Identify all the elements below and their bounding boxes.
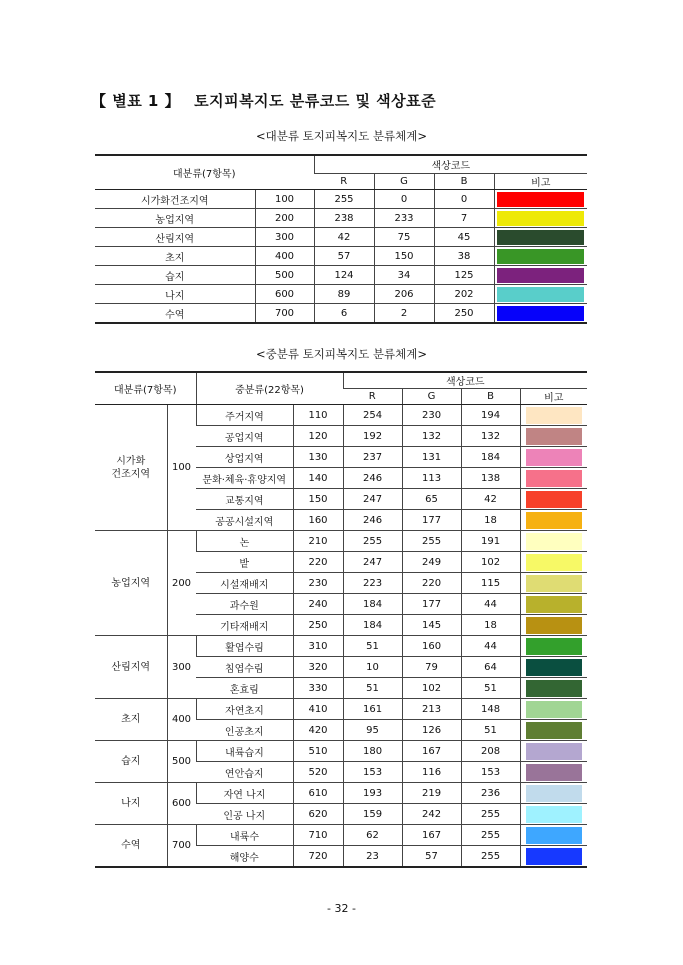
g-value: 242	[402, 804, 461, 825]
middle-category-code: 240	[293, 594, 343, 615]
header-note: 비고	[520, 389, 587, 405]
color-swatch	[526, 785, 582, 802]
r-value: 192	[343, 426, 402, 447]
table-row	[95, 285, 587, 304]
note-cell	[520, 720, 587, 741]
r-value: 42	[314, 228, 374, 247]
appendix-label: 【 별표 1 】	[91, 92, 181, 110]
category-code: 700	[255, 304, 314, 324]
b-value: 125	[434, 266, 494, 285]
table-row	[95, 190, 587, 209]
color-swatch	[526, 617, 582, 634]
middle-category-name: 상업지역	[196, 447, 293, 468]
middle-category-name: 인공 나지	[196, 804, 293, 825]
b-value: 153	[461, 762, 520, 783]
r-value: 237	[343, 447, 402, 468]
note-cell	[520, 552, 587, 573]
major-category-code: 300	[167, 636, 196, 699]
major-category-name: 산림지역	[95, 636, 167, 699]
note-cell	[520, 573, 587, 594]
table-row	[95, 266, 587, 285]
b-value: 236	[461, 783, 520, 804]
middle-category-name: 공업지역	[196, 426, 293, 447]
middle-category-code: 410	[293, 699, 343, 720]
g-value: 206	[374, 285, 434, 304]
middle-category-code: 140	[293, 468, 343, 489]
middle-category-name: 자연초지	[196, 699, 293, 720]
note-cell	[520, 657, 587, 678]
middle-category-name: 자연 나지	[196, 783, 293, 804]
g-value: 177	[402, 594, 461, 615]
g-value: 79	[402, 657, 461, 678]
r-value: 51	[343, 636, 402, 657]
major-category-name: 습지	[95, 741, 167, 783]
r-value: 184	[343, 615, 402, 636]
table-row	[95, 825, 587, 846]
r-value: 246	[343, 468, 402, 489]
major-category-name: 시가화 건조지역	[95, 405, 167, 531]
header-r: R	[343, 389, 402, 405]
color-swatch	[526, 407, 582, 424]
b-value: 255	[461, 825, 520, 846]
g-value: 230	[402, 405, 461, 426]
color-swatch	[497, 211, 584, 226]
category-code: 200	[255, 209, 314, 228]
middle-category-name: 밭	[196, 552, 293, 573]
color-swatch	[526, 470, 582, 487]
b-value: 51	[461, 720, 520, 741]
note-cell	[520, 447, 587, 468]
category-name: 나지	[95, 285, 255, 304]
major-category-name: 농업지역	[95, 531, 167, 636]
r-value: 193	[343, 783, 402, 804]
category-name: 습지	[95, 266, 255, 285]
color-swatch	[497, 230, 584, 245]
r-value: 161	[343, 699, 402, 720]
header-color-code: 색상코드	[343, 372, 587, 389]
header-middle-category: 중분류(22항목)	[196, 372, 343, 405]
color-swatch	[526, 806, 582, 823]
header-color-code: 색상코드	[314, 155, 587, 174]
middle-category-code: 130	[293, 447, 343, 468]
color-swatch	[526, 638, 582, 655]
r-value: 153	[343, 762, 402, 783]
color-swatch	[526, 449, 582, 466]
note-cell	[520, 531, 587, 552]
middle-category-name: 내륙수	[196, 825, 293, 846]
r-value: 255	[314, 190, 374, 209]
g-value: 150	[374, 247, 434, 266]
b-value: 255	[461, 804, 520, 825]
category-code: 400	[255, 247, 314, 266]
major-category-code: 100	[167, 405, 196, 531]
category-name: 농업지역	[95, 209, 255, 228]
note-cell	[520, 405, 587, 426]
table-row	[95, 783, 587, 804]
g-value: 34	[374, 266, 434, 285]
b-value: 191	[461, 531, 520, 552]
b-value: 202	[434, 285, 494, 304]
category-name: 시가화건조지역	[95, 190, 255, 209]
middle-category-name: 주거지역	[196, 405, 293, 426]
major-category-code: 200	[167, 531, 196, 636]
b-value: 45	[434, 228, 494, 247]
note-cell	[494, 266, 587, 285]
g-value: 255	[402, 531, 461, 552]
note-cell	[520, 489, 587, 510]
color-swatch	[526, 848, 582, 865]
r-value: 124	[314, 266, 374, 285]
header-b: B	[461, 389, 520, 405]
r-value: 247	[343, 552, 402, 573]
middle-category-code: 330	[293, 678, 343, 699]
category-name: 초지	[95, 247, 255, 266]
b-value: 51	[461, 678, 520, 699]
middle-category-code: 310	[293, 636, 343, 657]
middle-category-code: 120	[293, 426, 343, 447]
middle-category-code: 510	[293, 741, 343, 762]
middle-category-name: 문화·체육·휴양지역	[196, 468, 293, 489]
table-row	[95, 405, 587, 426]
r-value: 246	[343, 510, 402, 531]
category-code: 300	[255, 228, 314, 247]
r-value: 10	[343, 657, 402, 678]
middle-category-code: 710	[293, 825, 343, 846]
b-value: 7	[434, 209, 494, 228]
middle-category-name: 혼효림	[196, 678, 293, 699]
b-value: 250	[434, 304, 494, 324]
r-value: 159	[343, 804, 402, 825]
b-value: 18	[461, 615, 520, 636]
middle-category-code: 150	[293, 489, 343, 510]
b-value: 44	[461, 594, 520, 615]
b-value: 255	[461, 846, 520, 868]
note-cell	[494, 285, 587, 304]
major-category-name: 나지	[95, 783, 167, 825]
r-value: 6	[314, 304, 374, 324]
header-major-category: 대분류(7항목)	[95, 372, 196, 405]
color-swatch	[497, 306, 584, 321]
middle-category-name: 기타재배지	[196, 615, 293, 636]
header-r: R	[314, 174, 374, 190]
middle-category-name: 활엽수림	[196, 636, 293, 657]
middle-category-name: 시설재배지	[196, 573, 293, 594]
color-swatch	[526, 701, 582, 718]
color-swatch	[526, 764, 582, 781]
middle-category-code: 110	[293, 405, 343, 426]
color-swatch	[497, 287, 584, 302]
r-value: 23	[343, 846, 402, 868]
r-value: 255	[343, 531, 402, 552]
b-value: 0	[434, 190, 494, 209]
r-value: 238	[314, 209, 374, 228]
color-swatch	[526, 491, 582, 508]
b-value: 194	[461, 405, 520, 426]
category-code: 500	[255, 266, 314, 285]
middle-category-code: 210	[293, 531, 343, 552]
category-name: 수역	[95, 304, 255, 324]
note-cell	[520, 636, 587, 657]
major-category-code: 700	[167, 825, 196, 868]
table-row	[95, 699, 587, 720]
note-cell	[520, 783, 587, 804]
note-cell	[520, 846, 587, 868]
r-value: 247	[343, 489, 402, 510]
category-code: 100	[255, 190, 314, 209]
color-swatch	[526, 533, 582, 550]
note-cell	[494, 304, 587, 324]
b-value: 208	[461, 741, 520, 762]
g-value: 167	[402, 825, 461, 846]
r-value: 184	[343, 594, 402, 615]
g-value: 249	[402, 552, 461, 573]
b-value: 18	[461, 510, 520, 531]
r-value: 51	[343, 678, 402, 699]
g-value: 145	[402, 615, 461, 636]
middle-category-name: 과수원	[196, 594, 293, 615]
note-cell	[520, 699, 587, 720]
middle-category-code: 620	[293, 804, 343, 825]
g-value: 233	[374, 209, 434, 228]
table-row	[95, 636, 587, 657]
middle-category-name: 침엽수림	[196, 657, 293, 678]
note-cell	[520, 678, 587, 699]
header-b: B	[434, 174, 494, 190]
middle-category-code: 250	[293, 615, 343, 636]
b-value: 138	[461, 468, 520, 489]
note-cell	[520, 426, 587, 447]
g-value: 75	[374, 228, 434, 247]
note-cell	[494, 247, 587, 266]
middle-category-name: 교통지역	[196, 489, 293, 510]
g-value: 126	[402, 720, 461, 741]
b-value: 148	[461, 699, 520, 720]
g-value: 220	[402, 573, 461, 594]
g-value: 132	[402, 426, 461, 447]
note-cell	[520, 762, 587, 783]
middle-category-code: 610	[293, 783, 343, 804]
r-value: 95	[343, 720, 402, 741]
header-note: 비고	[494, 174, 587, 190]
r-value: 180	[343, 741, 402, 762]
r-value: 89	[314, 285, 374, 304]
g-value: 160	[402, 636, 461, 657]
b-value: 44	[461, 636, 520, 657]
middle-category-code: 320	[293, 657, 343, 678]
g-value: 219	[402, 783, 461, 804]
b-value: 64	[461, 657, 520, 678]
middle-category-code: 230	[293, 573, 343, 594]
color-swatch	[526, 680, 582, 697]
b-value: 184	[461, 447, 520, 468]
page-number: - 32 -	[327, 902, 356, 915]
category-name: 산림지역	[95, 228, 255, 247]
document-title	[91, 90, 436, 111]
note-cell	[520, 741, 587, 762]
major-category-name: 초지	[95, 699, 167, 741]
major-classification-table	[95, 154, 587, 324]
major-category-code: 500	[167, 741, 196, 783]
note-cell	[494, 190, 587, 209]
table-row	[95, 531, 587, 552]
table-row	[95, 247, 587, 266]
g-value: 102	[402, 678, 461, 699]
g-value: 131	[402, 447, 461, 468]
major-category-code: 400	[167, 699, 196, 741]
middle-category-code: 160	[293, 510, 343, 531]
r-value: 223	[343, 573, 402, 594]
color-swatch	[497, 268, 584, 283]
middle-classification-table	[95, 371, 587, 868]
middle-category-name: 연안습지	[196, 762, 293, 783]
r-value: 62	[343, 825, 402, 846]
table-row	[95, 228, 587, 247]
middle-category-code: 420	[293, 720, 343, 741]
g-value: 167	[402, 741, 461, 762]
middle-category-code: 220	[293, 552, 343, 573]
color-swatch	[526, 512, 582, 529]
note-cell	[520, 510, 587, 531]
g-value: 57	[402, 846, 461, 868]
color-swatch	[526, 575, 582, 592]
r-value: 57	[314, 247, 374, 266]
b-value: 102	[461, 552, 520, 573]
middle-category-name: 인공초지	[196, 720, 293, 741]
note-cell	[494, 228, 587, 247]
color-swatch	[497, 192, 584, 207]
table-row	[95, 209, 587, 228]
b-value: 115	[461, 573, 520, 594]
b-value: 42	[461, 489, 520, 510]
table1-caption: <대분류 토지피복지도 분류체계>	[256, 129, 427, 143]
note-cell	[520, 468, 587, 489]
g-value: 177	[402, 510, 461, 531]
b-value: 38	[434, 247, 494, 266]
note-cell	[520, 804, 587, 825]
middle-category-name: 공공시설지역	[196, 510, 293, 531]
middle-category-name: 해양수	[196, 846, 293, 868]
g-value: 0	[374, 190, 434, 209]
r-value: 254	[343, 405, 402, 426]
middle-category-name: 내륙습지	[196, 741, 293, 762]
color-swatch	[526, 722, 582, 739]
color-swatch	[526, 827, 582, 844]
major-category-code: 600	[167, 783, 196, 825]
g-value: 116	[402, 762, 461, 783]
color-swatch	[526, 554, 582, 571]
color-swatch	[526, 743, 582, 760]
g-value: 2	[374, 304, 434, 324]
note-cell	[520, 825, 587, 846]
note-cell	[520, 594, 587, 615]
table-row	[95, 741, 587, 762]
header-major-category: 대분류(7항목)	[95, 155, 314, 190]
g-value: 65	[402, 489, 461, 510]
header-g: G	[402, 389, 461, 405]
middle-category-name: 논	[196, 531, 293, 552]
g-value: 113	[402, 468, 461, 489]
color-swatch	[526, 428, 582, 445]
b-value: 132	[461, 426, 520, 447]
middle-category-code: 720	[293, 846, 343, 868]
color-swatch	[497, 249, 584, 264]
middle-category-code: 520	[293, 762, 343, 783]
note-cell	[520, 615, 587, 636]
header-g: G	[374, 174, 434, 190]
note-cell	[494, 209, 587, 228]
color-swatch	[526, 659, 582, 676]
table2-caption: <중분류 토지피복지도 분류체계>	[256, 347, 427, 361]
major-category-name: 수역	[95, 825, 167, 868]
g-value: 213	[402, 699, 461, 720]
color-swatch	[526, 596, 582, 613]
document-title-text: 토지피복지도 분류코드 및 색상표준	[194, 92, 437, 110]
category-code: 600	[255, 285, 314, 304]
table-row	[95, 304, 587, 324]
